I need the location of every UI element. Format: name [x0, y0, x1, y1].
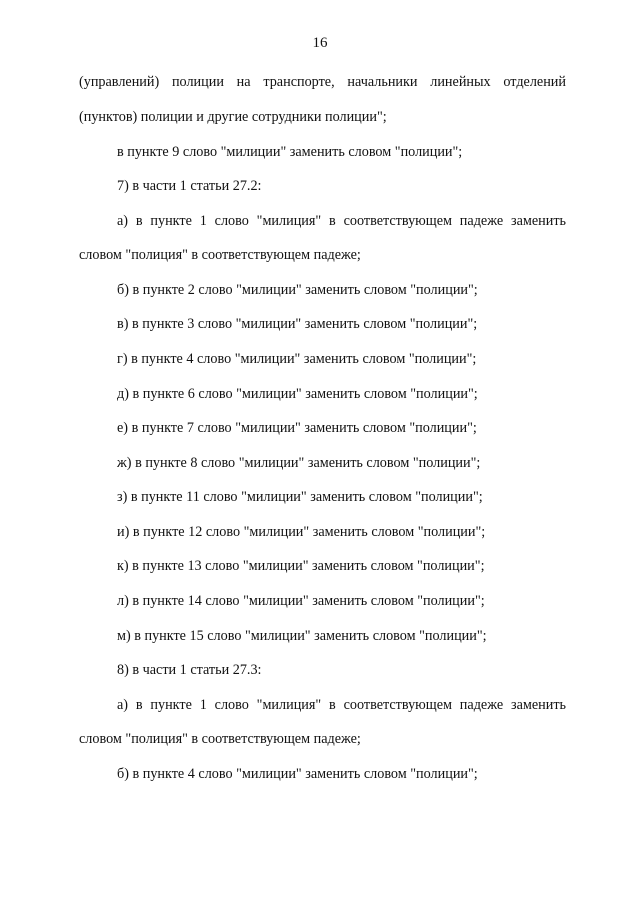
- paragraph-line: 7) в части 1 статьи 27.2:: [117, 178, 262, 194]
- paragraph-line: б) в пункте 4 слово "милиции" заменить словом "полиции";: [117, 766, 478, 782]
- paragraph-line: м) в пункте 15 слово "милиции" заменить словом "полиции";: [117, 628, 487, 644]
- paragraph-line: (пунктов) полиции и другие сотрудники полиции";: [79, 109, 387, 125]
- paragraph-line: л) в пункте 14 слово "милиции" заменить словом "полиции";: [117, 593, 485, 609]
- paragraph-line: а) в пункте 1 слово "милиция" в соответствующем падеже заменить: [117, 213, 566, 229]
- paragraph-line: д) в пункте 6 слово "милиции" заменить словом "полиции";: [117, 386, 478, 402]
- paragraph-line: в пункте 9 слово "милиции" заменить словом "полиции";: [117, 144, 463, 160]
- paragraph-line: (управлений) полиции на транспорте, начальники линейных отделений: [79, 74, 566, 90]
- paragraph-line: з) в пункте 11 слово "милиции" заменить словом "полиции";: [117, 489, 483, 505]
- paragraph-line: словом "полиция" в соответствующем падеже;: [79, 247, 361, 263]
- paragraph-line: словом "полиция" в соответствующем падеже;: [79, 731, 361, 747]
- page-number: 16: [312, 35, 328, 51]
- paragraph-line: и) в пункте 12 слово "милиции" заменить словом "полиции";: [117, 524, 486, 540]
- paragraph-line: а) в пункте 1 слово "милиция" в соответствующем падеже заменить: [117, 697, 566, 713]
- paragraph-line: 8) в части 1 статьи 27.3:: [117, 662, 262, 678]
- paragraph-line: г) в пункте 4 слово "милиции" заменить словом "полиции";: [117, 351, 477, 367]
- paragraph-line: к) в пункте 13 слово "милиции" заменить словом "полиции";: [117, 558, 485, 574]
- paragraph-line: е) в пункте 7 слово "милиции" заменить словом "полиции";: [117, 420, 477, 436]
- paragraph-line: ж) в пункте 8 слово "милиции" заменить словом "полиции";: [117, 455, 481, 471]
- paragraph-line: б) в пункте 2 слово "милиции" заменить словом "полиции";: [117, 282, 478, 298]
- paragraph-line: в) в пункте 3 слово "милиции" заменить словом "полиции";: [117, 316, 478, 332]
